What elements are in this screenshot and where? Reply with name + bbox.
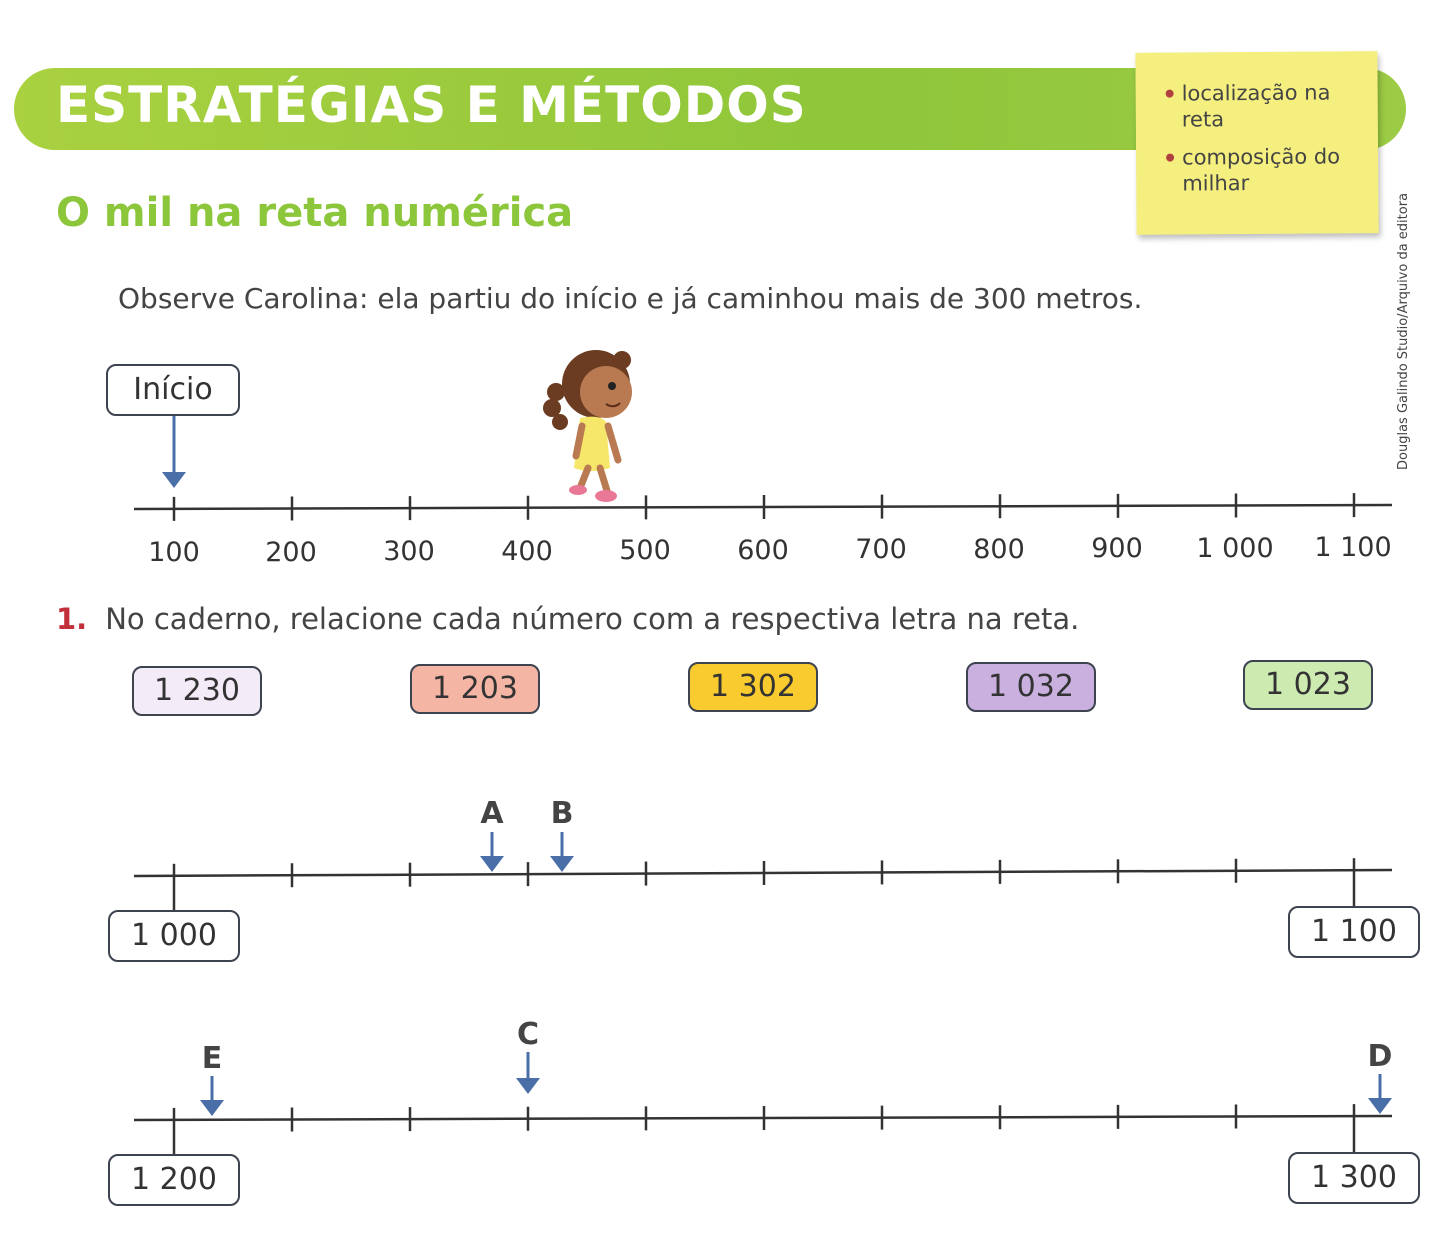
tick-label: 900 xyxy=(1091,533,1143,564)
sticky-item: composição do milhar xyxy=(1166,143,1362,196)
marker-arrow-icon xyxy=(516,1052,540,1094)
tick-label: 700 xyxy=(855,534,907,565)
banner-title: ESTRATÉGIAS E MÉTODOS xyxy=(56,76,807,134)
marker-arrow-icon xyxy=(550,832,574,872)
tick-label: 600 xyxy=(737,535,789,566)
marker-arrow-icon xyxy=(200,1076,224,1116)
tick-label: 1 000 xyxy=(1196,533,1274,564)
number-line-1 xyxy=(134,493,1392,521)
start-arrow-icon xyxy=(162,416,186,488)
tick-label: 200 xyxy=(265,537,317,568)
tick-label: 500 xyxy=(619,535,671,566)
tick-label: 100 xyxy=(148,537,200,568)
number-chip: 1 023 xyxy=(1243,660,1373,710)
intro-text: Observe Carolina: ela partiu do início e já caminhou mais de 300 metros. xyxy=(118,282,1143,315)
image-credit: Douglas Galindo Studio/Arquivo da editora xyxy=(1396,192,1411,470)
start-label-box: Início xyxy=(106,364,240,416)
marker-label-a: A xyxy=(480,796,504,831)
number-chip: 1 302 xyxy=(688,662,818,712)
number-chip: 1 032 xyxy=(966,662,1096,712)
marker-label-c: C xyxy=(516,1017,540,1052)
marker-label-d: D xyxy=(1367,1039,1393,1074)
number-chip: 1 203 xyxy=(410,664,540,714)
question-text: No caderno, relacione cada número com a respectiva letra na reta. xyxy=(105,602,1080,636)
tick-label: 400 xyxy=(501,536,553,567)
number-line-2 xyxy=(134,832,1392,912)
tick-label: 300 xyxy=(383,536,435,567)
tick-label: 800 xyxy=(973,534,1025,565)
question-1 xyxy=(56,602,1079,636)
line3-start-label: 1 200 xyxy=(108,1154,240,1206)
number-line-3 xyxy=(134,1052,1392,1156)
marker-arrow-icon xyxy=(480,832,504,872)
sticky-item: localização na reta xyxy=(1166,79,1362,132)
line2-end-label: 1 100 xyxy=(1288,906,1420,958)
line3-end-label: 1 300 xyxy=(1288,1152,1420,1204)
line2-start-label: 1 000 xyxy=(108,910,240,962)
question-number: 1. xyxy=(56,602,88,636)
girl-walking-icon xyxy=(543,350,632,502)
section-subtitle: O mil na reta numérica xyxy=(56,190,574,236)
marker-arrow-icon xyxy=(1368,1074,1392,1114)
number-chip: 1 230 xyxy=(132,666,262,716)
marker-label-e: E xyxy=(201,1041,223,1076)
marker-label-b: B xyxy=(550,796,574,831)
tick-label: 1 100 xyxy=(1314,532,1392,563)
